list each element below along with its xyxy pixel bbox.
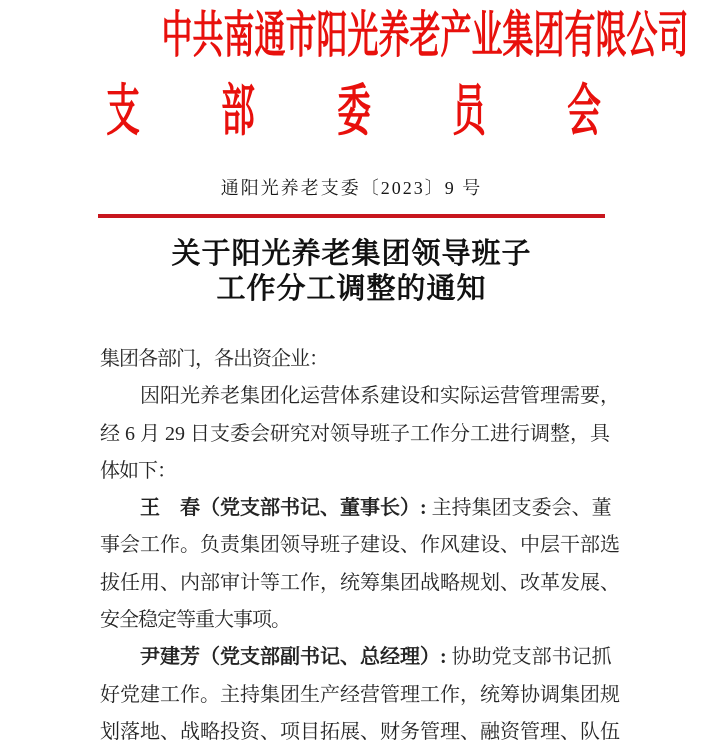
committee-char: 支 (106, 81, 140, 143)
letterhead-committee-name (95, 82, 612, 142)
assignment-yin-duties-start: 协助党支部书记抓 (451, 646, 612, 669)
assignment-wang-line-3: 拔任用、内部审计等工作，统筹集团战略规划、改革发展、 (100, 571, 620, 594)
intro-line-1: 因阳光养老集团化运营体系建设和实际运营管理需要， (140, 385, 620, 408)
assignment-yin-line-1 (100, 639, 612, 676)
assignment-wang-line-2: 事会工作。负责集团领导班子建设、作风建设、中层干部选 (100, 534, 620, 557)
intro-line-3: 体如下： (100, 459, 176, 482)
assignment-yin-line-3: 划落地、战略投资、项目拓展、财务管理、融资管理、队伍 (100, 720, 620, 743)
assignment-wang-duties-start: 主持集团支委会、董 (431, 497, 612, 520)
letterhead-org-name-text: 中共南通市阳光养老产业集团有限公司 (161, 7, 689, 63)
committee-char: 员 (451, 81, 486, 143)
assignment-wang-line-4: 安全稳定等重大事项。 (100, 609, 290, 632)
document-title-line1: 关于阳光养老集团领导班子 (171, 238, 532, 270)
intro-line-2: 经 6 月 29 日支委会研究对领导班子工作分工进行调整，具 (100, 422, 610, 445)
committee-char: 会 (567, 81, 601, 143)
committee-char: 委 (336, 81, 371, 143)
document-title-line2: 工作分工调整的通知 (216, 273, 487, 305)
document-body (100, 341, 620, 751)
salutation-line: 集团各部门，各出资企业： (100, 348, 328, 370)
red-divider-rule (98, 214, 605, 218)
assignment-yin-line-2: 好党建工作。主持集团生产经营管理工作，统筹协调集团规 (100, 683, 620, 706)
document-title (0, 237, 703, 307)
letterhead-org-name (0, 6, 703, 77)
assignment-wang-line-1 (100, 490, 612, 527)
document-number: 通阳光养老支委〔2023〕9 号 (220, 178, 483, 198)
assignment-yin-name-title: 尹建芳（党支部副书记、总经理）: (140, 646, 447, 669)
assignment-wang-name-title: 王 春（党支部书记、董事长）: (140, 497, 427, 520)
committee-char: 部 (221, 81, 256, 143)
